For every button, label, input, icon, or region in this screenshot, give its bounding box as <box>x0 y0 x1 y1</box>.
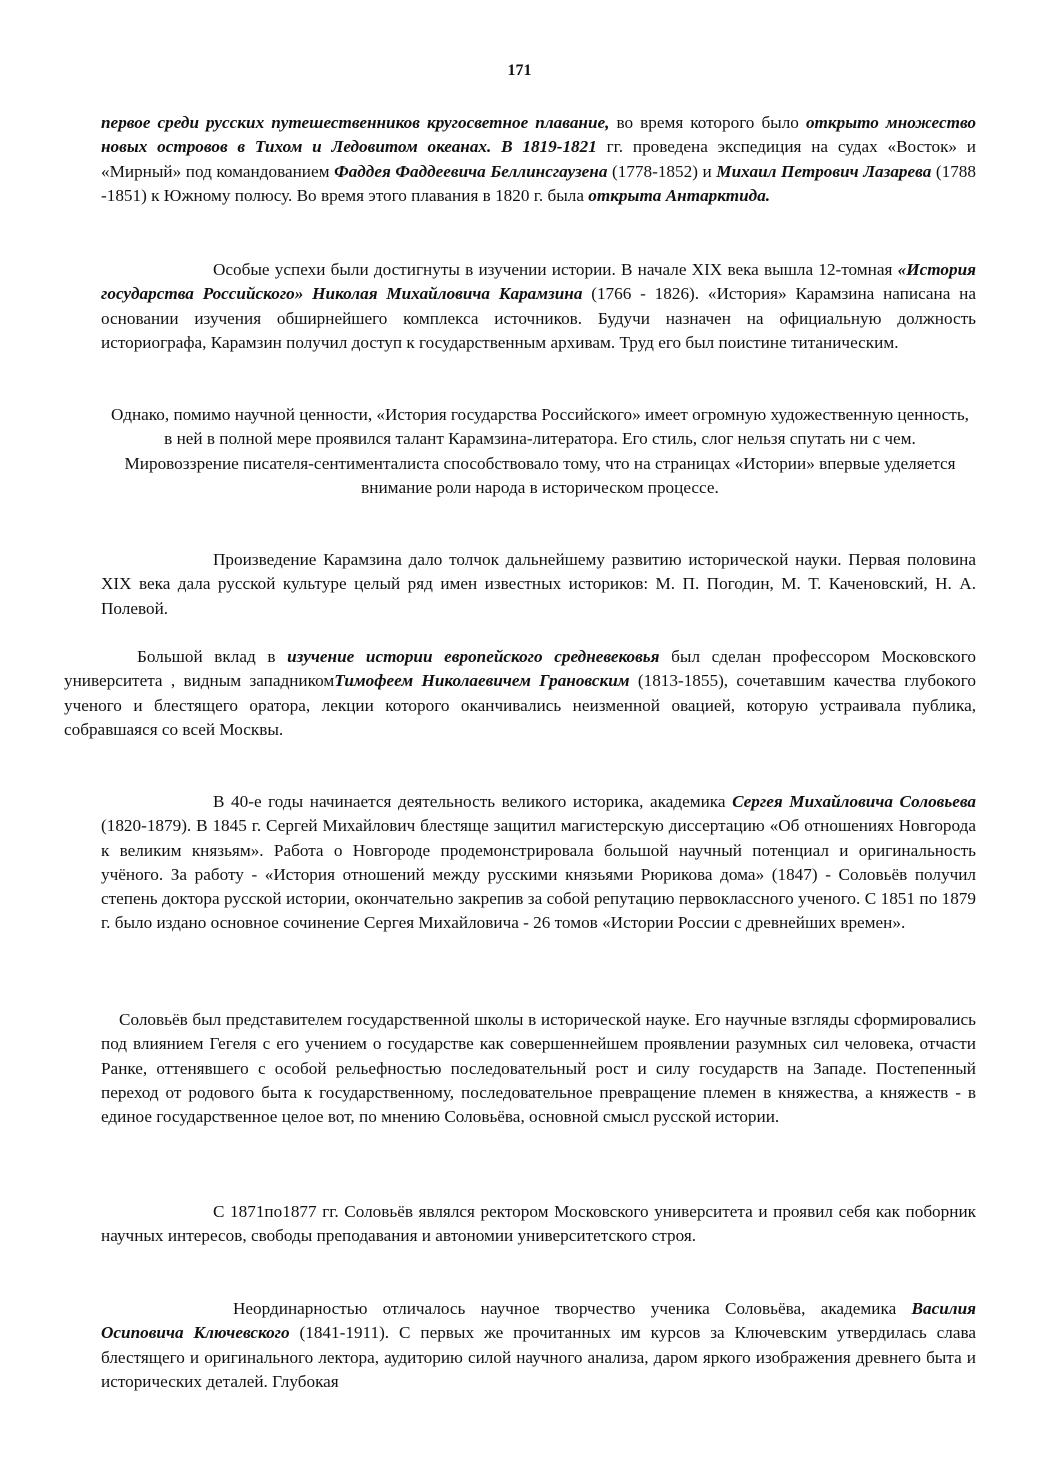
body-text: С 1871по1877 гг. Соловьёв являлся ректором Московского университета и проявил себя как поборник научных интересов, свободы преподавания и автономии университетского строя. <box>101 1202 976 1246</box>
body-text: (1778-1852) и <box>607 161 717 181</box>
body-text: Особые успехи были достигнуты в изучении истории. В начале XIX века вышла 12-томная <box>213 260 898 279</box>
body-text: (1841-1911). С первых же прочитанных им курсов за Ключевским утвердилась слава блестящего и оригинального лектора, аудиторию силой научного анализа, даром яркого изображения древнего быта и исторических деталей. Глубокая <box>101 1323 976 1391</box>
emphasis-text: Тимофеем Николаевичем Грановским <box>334 671 630 691</box>
emphasis-text: изучение истории европейского средневековья <box>287 647 660 666</box>
body-text: (1766 - 1826). «История» Карамзина написана на основании изучения обширнейшего комплекса источников. Будучи назначен на официальную должность историографа, Карамзин получил доступ к государственным архивам. Труд его был поистине титаническим. <box>101 284 976 352</box>
emphasis-text: Фаддея Фаддеевича Беллинсгаузена <box>334 161 608 181</box>
paragraph-circumnavigation <box>101 111 976 208</box>
paragraph-rector <box>101 1200 976 1249</box>
body-text: Неординарностью отличалось научное творчество ученика Соловьёва, академика <box>233 1299 912 1318</box>
paragraph-karamzin <box>101 258 976 355</box>
emphasis-text: открыто множество новых островов в Тихом и Ледовитом океанах. В 1819-1821 <box>101 113 976 157</box>
paragraph-solovyov <box>101 790 976 936</box>
paragraph-historians <box>101 548 976 621</box>
emphasis-text: первое среди русских путешественников кругосветное плавание, <box>101 113 610 132</box>
body-text: гг. проведена экспедиция на судах «Восток» и «Мирный» под командованием <box>101 137 976 181</box>
body-text: Большой вклад в <box>137 647 288 666</box>
body-text: (1820-1879). В 1845 г. Сергей Михайлович блестяще защитил магистерскую диссертацию «Об отношениях Новгорода к великим князьям». Работа о Новгороде продемонстрировала большой научный потенциал и оригинальность учёного. За работу - «История отношений между русскими князьями Рюрикова дома» (1847) - Соловьёв получил степень доктора русской истории, окончательно закрепив за собой репутацию первоклассного ученого. С 1851 по 1879 г. было издано основное сочинение Сергея Михайловича - 26 томов «Истории России с древнейших времен». <box>101 816 976 933</box>
paragraph-state-school <box>101 1008 976 1129</box>
paragraph-klyuchevsky <box>101 1297 976 1394</box>
emphasis-text: Михаил Петрович Лазарева <box>716 161 932 181</box>
emphasis-text: Василия Осиповича Ключевского <box>101 1299 976 1343</box>
body-text: (1788 -1851) к Южному полюсу. Во время этого плавания в 1820 г. была <box>101 161 976 205</box>
paragraph-granovsky <box>64 645 976 742</box>
emphasis-text: «История государства Российского» Николая Михайловича Карамзина <box>101 260 976 304</box>
body-text: Однако, помимо научной ценности, «История государства Российского» имеет огромную художественную ценность, в ней в полной мере проявился талант Карамзина-литератора. Его стиль, слог нельзя спутать ни с чем. Мировоззрение писателя-сентименталиста способствовало тому, что на страницах «Истории» впервые уделяется внимание роли народа в историческом процессе. <box>111 405 969 497</box>
emphasis-text: Сергея Михайловича Соловьева <box>732 792 976 811</box>
body-text: (1813-1855), сочетавшим качества глубокого ученого и блестящего оратора, лекции которого оканчивались неизменной овацией, которую устраивала публика, собравшаяся со всей Москвы. <box>64 671 976 739</box>
emphasis-text: открыта Антарктида. <box>588 185 771 205</box>
page-number: 171 <box>507 62 532 79</box>
body-text: Соловьёв был представителем государственной школы в исторической науке. Его научные взгляды сформировались под влиянием Гегеля с его учением о государстве как совершеннейшем проявлении разумных сил человека, отчасти Ранке, оттенявшего с особой рельефностью последовательный рост и силу государств на Западе. Постепенный переход от родового быта к государственному, последовательное превращение племен в княжества, а княжеств - в единое государственное целое вот, по мнению Соловьёва, основной смысл русской истории. <box>101 1010 976 1127</box>
body-text: во время которого было <box>609 113 806 132</box>
paragraph-artistic-value <box>110 403 970 500</box>
body-text: Произведение Карамзина дало толчок дальнейшему развитию исторической науки. Первая половина XIX века дала русской культуре целый ряд имен известных историков: М. П. Погодин, М. Т. Каченовский, Н. А. Полевой. <box>101 550 976 618</box>
body-text: был сделан профессором Московского университета , видным западником <box>64 647 976 691</box>
body-text: В 40-е годы начинается деятельность великого историка, академика <box>213 792 733 811</box>
